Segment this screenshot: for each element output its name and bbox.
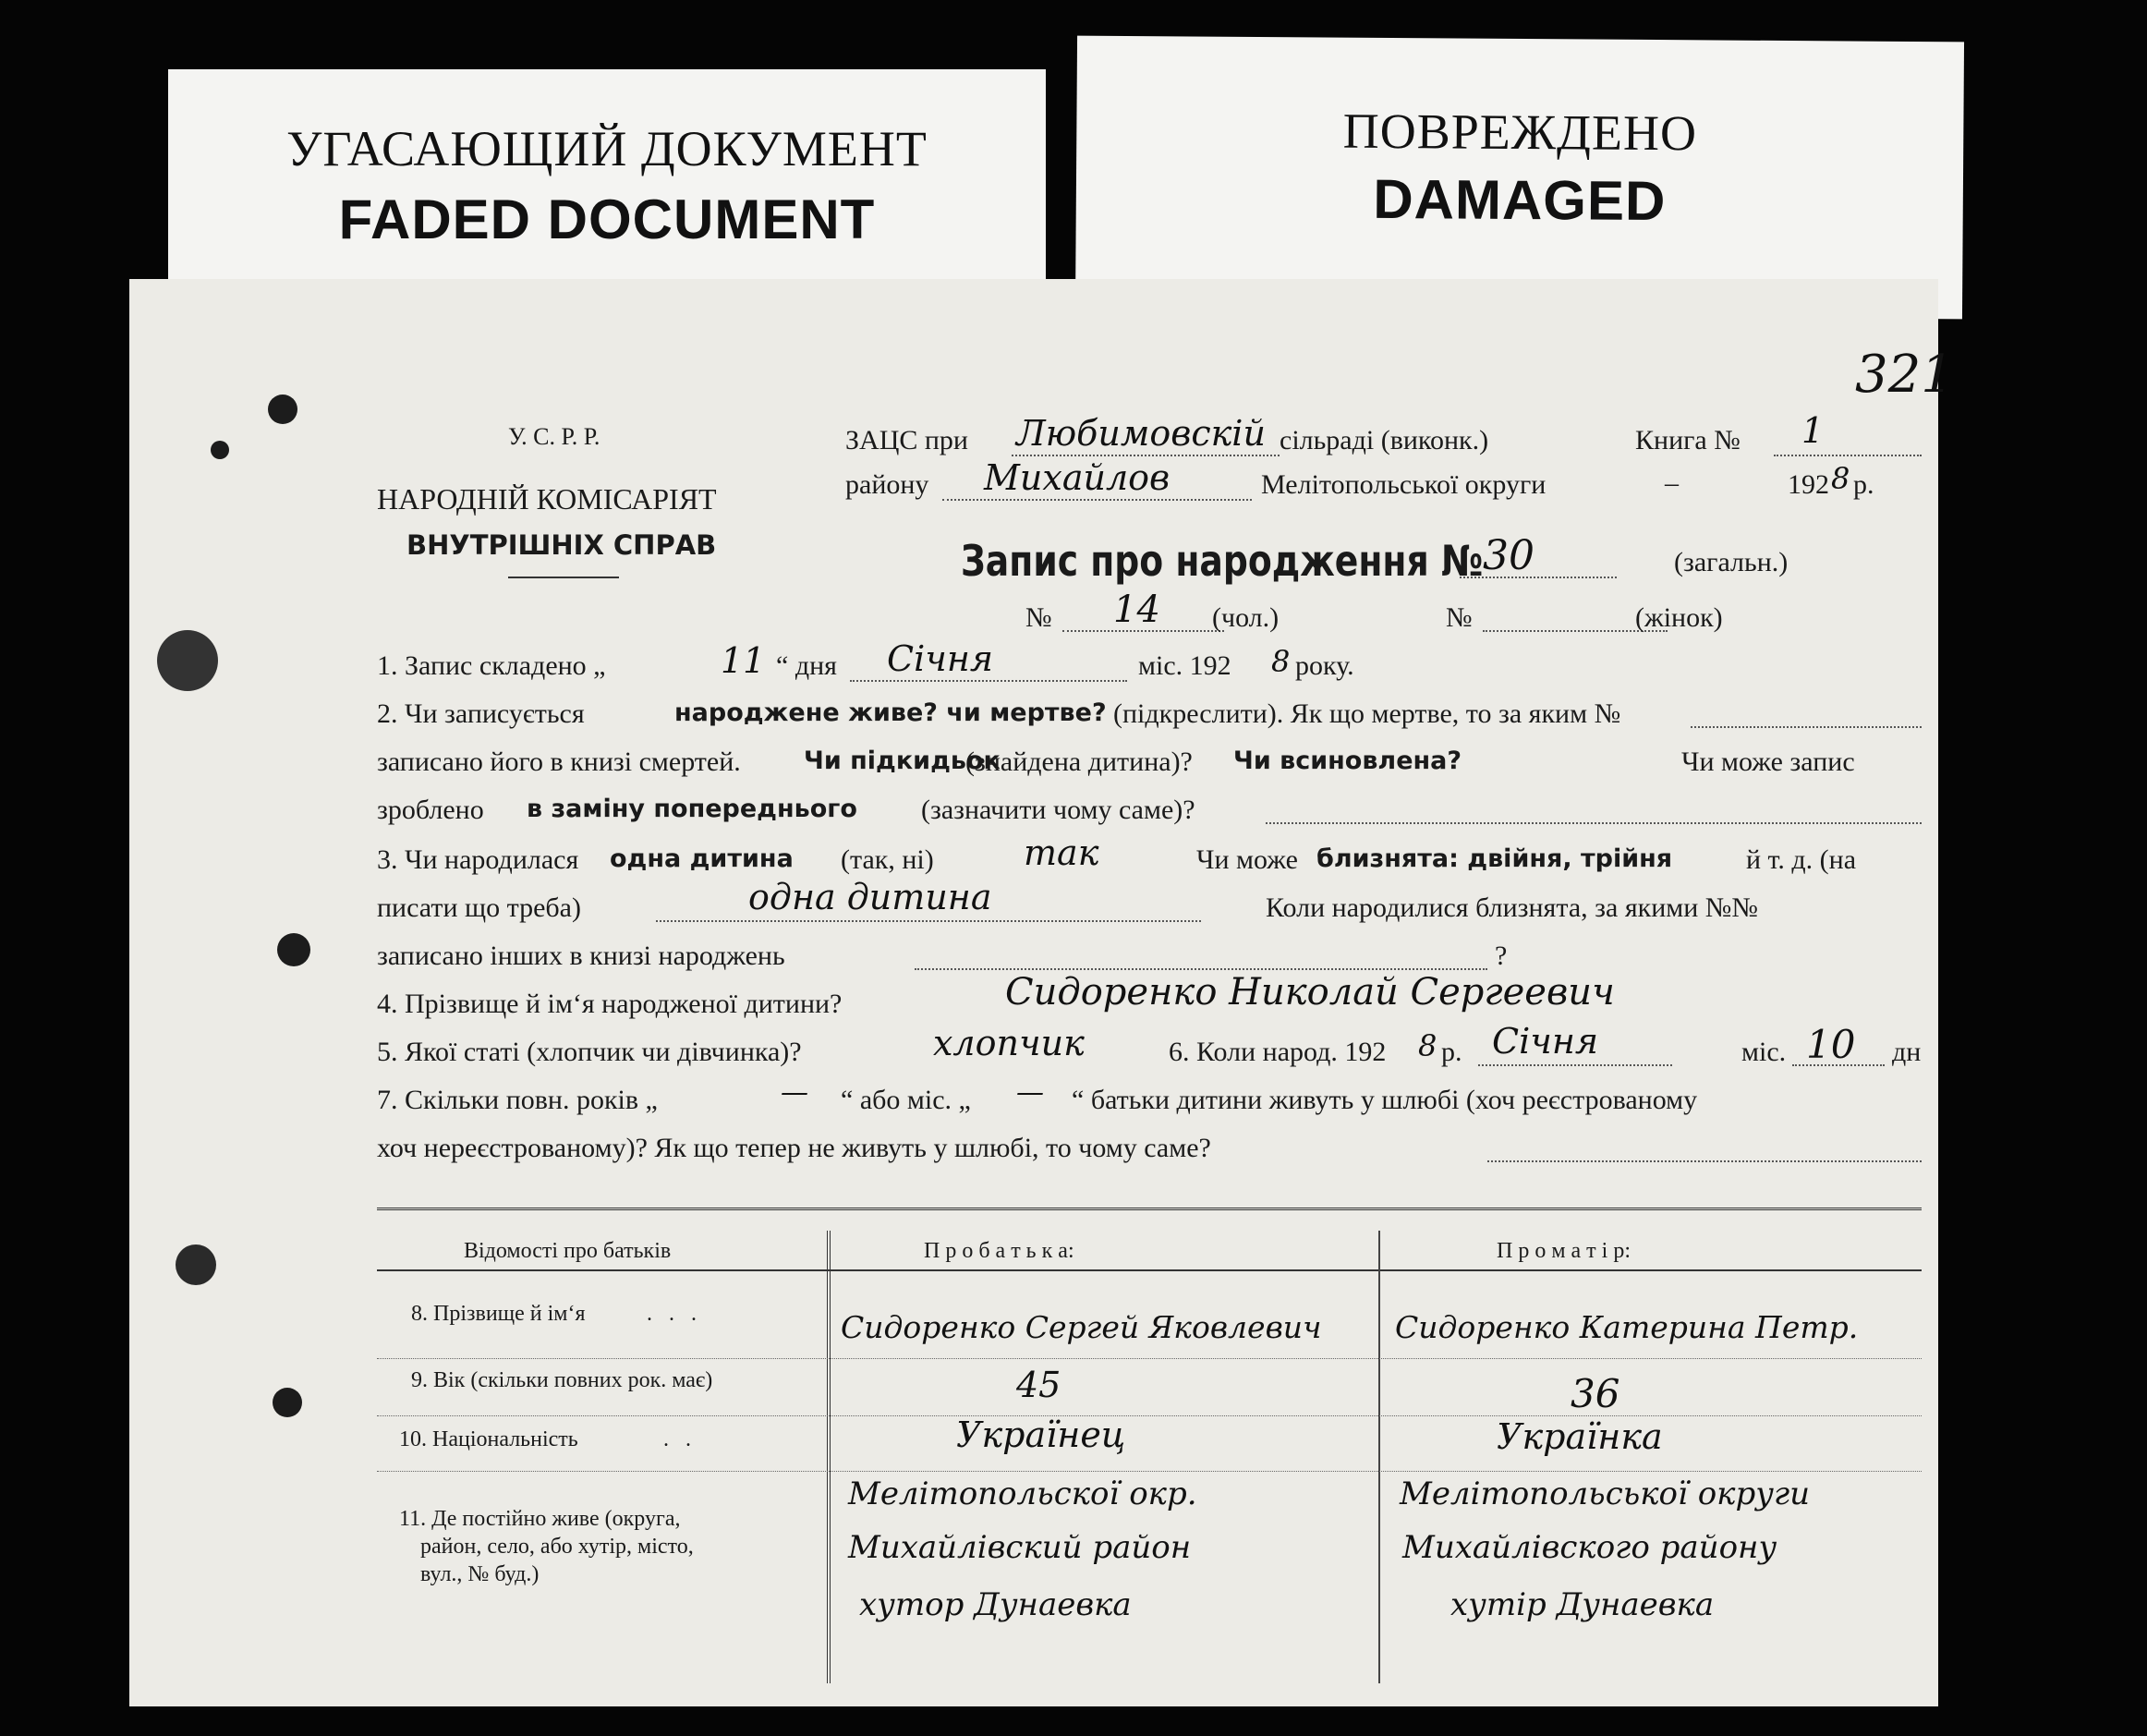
row11-father-address-3: хутор Дунаевка [859, 1586, 1132, 1623]
item3-label-c: (так, ні) [841, 844, 934, 875]
row11-label-line1: 11. Де постійно живе (округа, [399, 1507, 681, 1531]
damaged-tag-english: DAMAGED [1373, 167, 1667, 233]
item1-label-c: міс. 192 [1138, 650, 1231, 681]
rayon-field-line [942, 499, 1252, 501]
punch-hole [268, 395, 297, 424]
item3-line2-value: одна дитина [748, 877, 992, 917]
row9-mother-age: 36 [1571, 1371, 1620, 1416]
header-year-suffix: р. [1853, 469, 1874, 500]
item2-line2-a: записано його в книзі смертей. [377, 747, 741, 777]
general-number-value: 30 [1483, 532, 1534, 579]
table-row-divider [377, 1358, 1922, 1359]
row8-leader-dots: . . . [647, 1302, 697, 1326]
zags-value: Любимовскій [1016, 413, 1266, 454]
faded-document-tag [168, 69, 1046, 314]
table-header-mother: П р о м а т і р: [1497, 1239, 1631, 1263]
row11-father-address-2: Михайлівский район [848, 1529, 1192, 1566]
row11-label-line3: вул., № буд.) [420, 1562, 540, 1586]
item2-label-c: (підкреслити). Як що мертве, то за яким № [1113, 698, 1621, 729]
item2-line3-field [1266, 822, 1922, 824]
row11-mother-address-1: Мелітопольської округи [1400, 1475, 1811, 1512]
row10-label: 10. Національність [399, 1427, 578, 1451]
item6-label-b: р. [1441, 1037, 1462, 1067]
item7-line2-field [1487, 1160, 1922, 1162]
table-row-divider [377, 1415, 1922, 1416]
item6-label-c: міс. [1741, 1037, 1787, 1067]
item4-label: 4. Прізвище й ім‘я народженої дитини? [377, 989, 843, 1019]
item3-line3-b: ? [1495, 941, 1508, 971]
item3-label-e: близнята: двійня, трійня [1316, 844, 1673, 873]
item3-label-a: 3. Чи народилася [377, 844, 579, 875]
row9-father-age: 45 [1016, 1365, 1061, 1405]
item3-label-f: й т. д. (на [1746, 844, 1857, 875]
item7-label-b: “ або міс. „ [841, 1085, 971, 1115]
item3-value: так [1024, 832, 1099, 873]
item1-label-a: 1. Запис складено „ [377, 650, 606, 681]
item1-month-line [850, 680, 1127, 682]
female-number-sign: № [1446, 602, 1473, 633]
table-column-divider [1378, 1231, 1380, 1683]
item6-month-line [1478, 1064, 1672, 1066]
book-label: Книга № [1635, 425, 1741, 455]
row8-father-name: Сидоренко Сергей Яковлевич [841, 1309, 1322, 1345]
record-title: Запис про народження № [961, 536, 1484, 586]
birth-record-card [129, 279, 1954, 1706]
item3-line2-a: писати що треба) [377, 892, 581, 923]
item2-line2-c: (знайдена дитина)? [965, 747, 1193, 777]
row11-mother-address-3: хутір Дунаевка [1450, 1586, 1715, 1623]
punch-hole [273, 1388, 302, 1417]
item3-line2-field [656, 920, 1201, 922]
rayon-label: району [845, 469, 929, 500]
item5-sex-value: хлопчик [933, 1023, 1085, 1063]
item1-label-d: року. [1295, 650, 1354, 681]
item5-label: 5. Якої статі (хлопчик чи дівчинка)? [377, 1037, 802, 1067]
item3-line3-a: записано інших в книзі народжень [377, 941, 785, 971]
punch-hole [277, 933, 310, 966]
ministry-line2: ВНУТРІШНІХ СПРАВ [406, 529, 717, 561]
item3-label-d: Чи може [1196, 844, 1298, 875]
table-header-father: П р о б а т ь к а: [924, 1239, 1074, 1263]
row10-leader-dots: . . [663, 1427, 691, 1451]
row11-father-address-1: Мелітопольскої окр. [848, 1475, 1197, 1512]
table-top-border [377, 1208, 1922, 1210]
male-number-value: 14 [1113, 589, 1160, 631]
general-label: (загальн.) [1674, 547, 1789, 577]
male-number-sign: № [1025, 602, 1052, 633]
item7-label-a: 7. Скільки повн. років „ [377, 1085, 658, 1115]
item6-label-a: 6. Коли народ. 192 [1169, 1037, 1387, 1067]
table-column-divider [827, 1231, 831, 1683]
table-row-divider [377, 1471, 1922, 1472]
zags-label: ЗАЦС при [845, 425, 968, 455]
okrug-dash: – [1665, 467, 1679, 498]
faded-tag-english: FADED DOCUMENT [338, 188, 876, 250]
item2-line3-a: зроблено [377, 795, 484, 825]
item2-line2-b: Чи підкидьок [804, 747, 1001, 775]
item6-month: Січня [1492, 1021, 1599, 1062]
item3-line3-field [915, 968, 1487, 970]
row8-mother-name: Сидоренко Катерина Петр. [1395, 1309, 1859, 1345]
row9-label: 9. Вік (скільки повних рок. має) [411, 1368, 713, 1392]
punch-hole [157, 630, 218, 691]
item7-line2: хоч нереєстрованому)? Як що тепер не живуть у шлюбі, то чому саме? [377, 1133, 1211, 1163]
row10-father-nationality: Українец [956, 1414, 1126, 1455]
item6-day: 10 [1806, 1022, 1856, 1067]
item2-line2-e: Чи може запис [1681, 747, 1855, 777]
row11-label-line2: район, село, або хутір, місто, [420, 1535, 694, 1559]
republic-label: У. С. Р. Р. [508, 423, 600, 450]
row11-mother-address-2: Михайлівского району [1402, 1529, 1777, 1566]
item3-label-b: одна дитина [610, 844, 794, 873]
divider [508, 577, 619, 578]
book-field-line [1774, 455, 1922, 456]
item7-label-c: “ батьки дитини живуть у шлюбі (хоч реєстрованому [1072, 1085, 1698, 1115]
zags-field-line [1012, 455, 1280, 456]
punch-hole [211, 441, 229, 459]
damaged-document-tag [1075, 36, 1964, 320]
item2-line3-c: (зазначити чому саме)? [921, 795, 1195, 825]
damaged-tag-russian: ПОВРЕЖДЕНО [1342, 103, 1698, 162]
item3-line2-b: Коли народилися близнята, за якими №№ [1266, 892, 1759, 923]
header-year-label: 192 [1788, 469, 1829, 500]
item2-label-b: народжене живе? чи мертве? [674, 698, 1107, 727]
item4-child-name: Сидоренко Николай Сергеевич [1005, 971, 1615, 1014]
book-value: 1 [1801, 410, 1825, 451]
rayon-value: Михайлов [984, 457, 1171, 498]
male-label: (чол.) [1212, 602, 1280, 633]
okrug-label: Мелітопольської округи [1261, 469, 1547, 500]
item6-label-d: дн [1892, 1037, 1922, 1067]
item1-month: Січня [887, 638, 994, 679]
ministry-line1: НАРОДНІЙ КОМІСАРІЯТ [377, 482, 717, 516]
item2-death-number-line [1691, 726, 1922, 728]
female-label: (жінок) [1635, 602, 1723, 633]
item2-label-a: 2. Чи записується [377, 698, 585, 729]
item1-day: 11 [721, 640, 766, 681]
item2-line3-b: в заміну попереднього [527, 795, 857, 823]
item7-years-value: — [781, 1076, 808, 1109]
item7-months-value: — [1016, 1076, 1044, 1109]
row10-mother-nationality: Українка [1497, 1416, 1663, 1457]
header-year-value: 8 [1831, 461, 1850, 496]
silradi-label: сільраді (виконк.) [1280, 425, 1489, 455]
item6-year: 8 [1418, 1028, 1437, 1063]
row8-label: 8. Прізвище й ім‘я [411, 1302, 586, 1326]
item2-line2-d: Чи всиновлена? [1233, 747, 1462, 775]
faded-tag-russian: УГАСАЮЩИЙ ДОКУМЕНТ [286, 121, 928, 176]
table-header-parents: Відомості про батьків [464, 1239, 672, 1263]
item1-year: 8 [1271, 644, 1291, 679]
archive-page-number: 321 [1855, 345, 1954, 405]
item1-label-b: “ дня [776, 650, 837, 681]
punch-hole [176, 1244, 216, 1285]
table-header-border [377, 1269, 1922, 1271]
